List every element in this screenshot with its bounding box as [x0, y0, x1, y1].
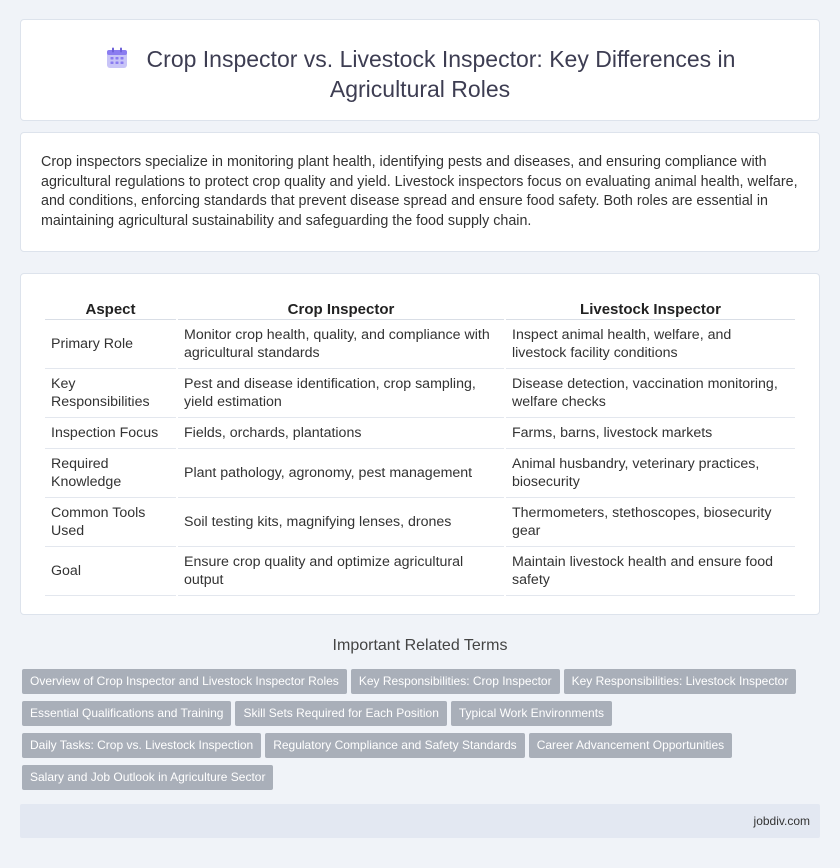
comparison-card	[20, 273, 820, 615]
table-cell-crop: Monitor crop health, quality, and compliance with agricultural standards	[178, 320, 504, 369]
table-cell-crop: Ensure crop quality and optimize agricultural output	[178, 547, 504, 596]
table-cell-aspect: Primary Role	[45, 320, 176, 369]
table-cell-livestock: Farms, barns, livestock markets	[506, 418, 795, 449]
page-title	[21, 44, 819, 104]
footer-site-link[interactable]: jobdiv.com	[753, 814, 810, 828]
table-cell-aspect: Key Responsibilities	[45, 369, 176, 418]
table-cell-livestock: Inspect animal health, welfare, and livestock facility conditions	[506, 320, 795, 369]
related-terms-list	[22, 669, 812, 797]
table-row	[45, 547, 795, 596]
comparison-table	[43, 294, 797, 596]
header-aspect: Aspect	[45, 294, 176, 320]
related-term-tag[interactable]: Typical Work Environments	[451, 701, 612, 726]
intro-card	[20, 132, 820, 252]
header-livestock-inspector: Livestock Inspector	[506, 294, 795, 320]
related-term-tag[interactable]: Career Advancement Opportunities	[529, 733, 732, 758]
calendar-icon	[105, 46, 129, 70]
table-cell-livestock: Animal husbandry, veterinary practices, biosecurity	[506, 449, 795, 498]
related-term-tag[interactable]: Daily Tasks: Crop vs. Livestock Inspection	[22, 733, 261, 758]
related-terms-heading: Important Related Terms	[332, 637, 508, 654]
table-cell-livestock: Maintain livestock health and ensure food safety	[506, 547, 795, 596]
related-term-tag[interactable]: Key Responsibilities: Livestock Inspector	[564, 669, 797, 694]
footer	[20, 804, 820, 838]
table-row	[45, 418, 795, 449]
header-card	[20, 19, 820, 121]
table-cell-aspect: Common Tools Used	[45, 498, 176, 547]
related-term-tag[interactable]: Key Responsibilities: Crop Inspector	[351, 669, 560, 694]
header-crop-inspector: Crop Inspector	[178, 294, 504, 320]
related-term-tag[interactable]: Skill Sets Required for Each Position	[235, 701, 446, 726]
table-cell-crop: Soil testing kits, magnifying lenses, drones	[178, 498, 504, 547]
intro-paragraph: Crop inspectors specialize in monitoring plant health, identifying pests and diseases, and ensuring compliance with agricultural regulations to protect crop quality and yield. Livestock inspectors focus on evaluating animal health, welfare, and conditions, enforcing standards that prevent disease spread and ensure food safety. Both roles are essential in maintaining agricultural sustainability and safeguarding the food supply chain.	[41, 154, 798, 229]
table-cell-crop: Fields, orchards, plantations	[178, 418, 504, 449]
table-cell-aspect: Inspection Focus	[45, 418, 176, 449]
table-row	[45, 498, 795, 547]
table-cell-livestock: Thermometers, stethoscopes, biosecurity gear	[506, 498, 795, 547]
table-cell-crop: Pest and disease identification, crop sampling, yield estimation	[178, 369, 504, 418]
related-term-tag[interactable]: Essential Qualifications and Training	[22, 701, 231, 726]
table-row	[45, 320, 795, 369]
title-line-2: Agricultural Roles	[329, 76, 511, 102]
table-row	[45, 369, 795, 418]
table-cell-livestock: Disease detection, vaccination monitoring, welfare checks	[506, 369, 795, 418]
table-cell-crop: Plant pathology, agronomy, pest management	[178, 449, 504, 498]
related-term-tag[interactable]: Salary and Job Outlook in Agriculture Sector	[22, 765, 273, 790]
table-header-row	[45, 294, 795, 320]
related-term-tag[interactable]: Regulatory Compliance and Safety Standards	[265, 733, 524, 758]
table-row	[45, 449, 795, 498]
table-cell-aspect: Required Knowledge	[45, 449, 176, 498]
title-line-1: Crop Inspector vs. Livestock Inspector: Key Differences in	[146, 46, 736, 72]
related-term-tag[interactable]: Overview of Crop Inspector and Livestock Inspector Roles	[22, 669, 347, 694]
table-cell-aspect: Goal	[45, 547, 176, 596]
